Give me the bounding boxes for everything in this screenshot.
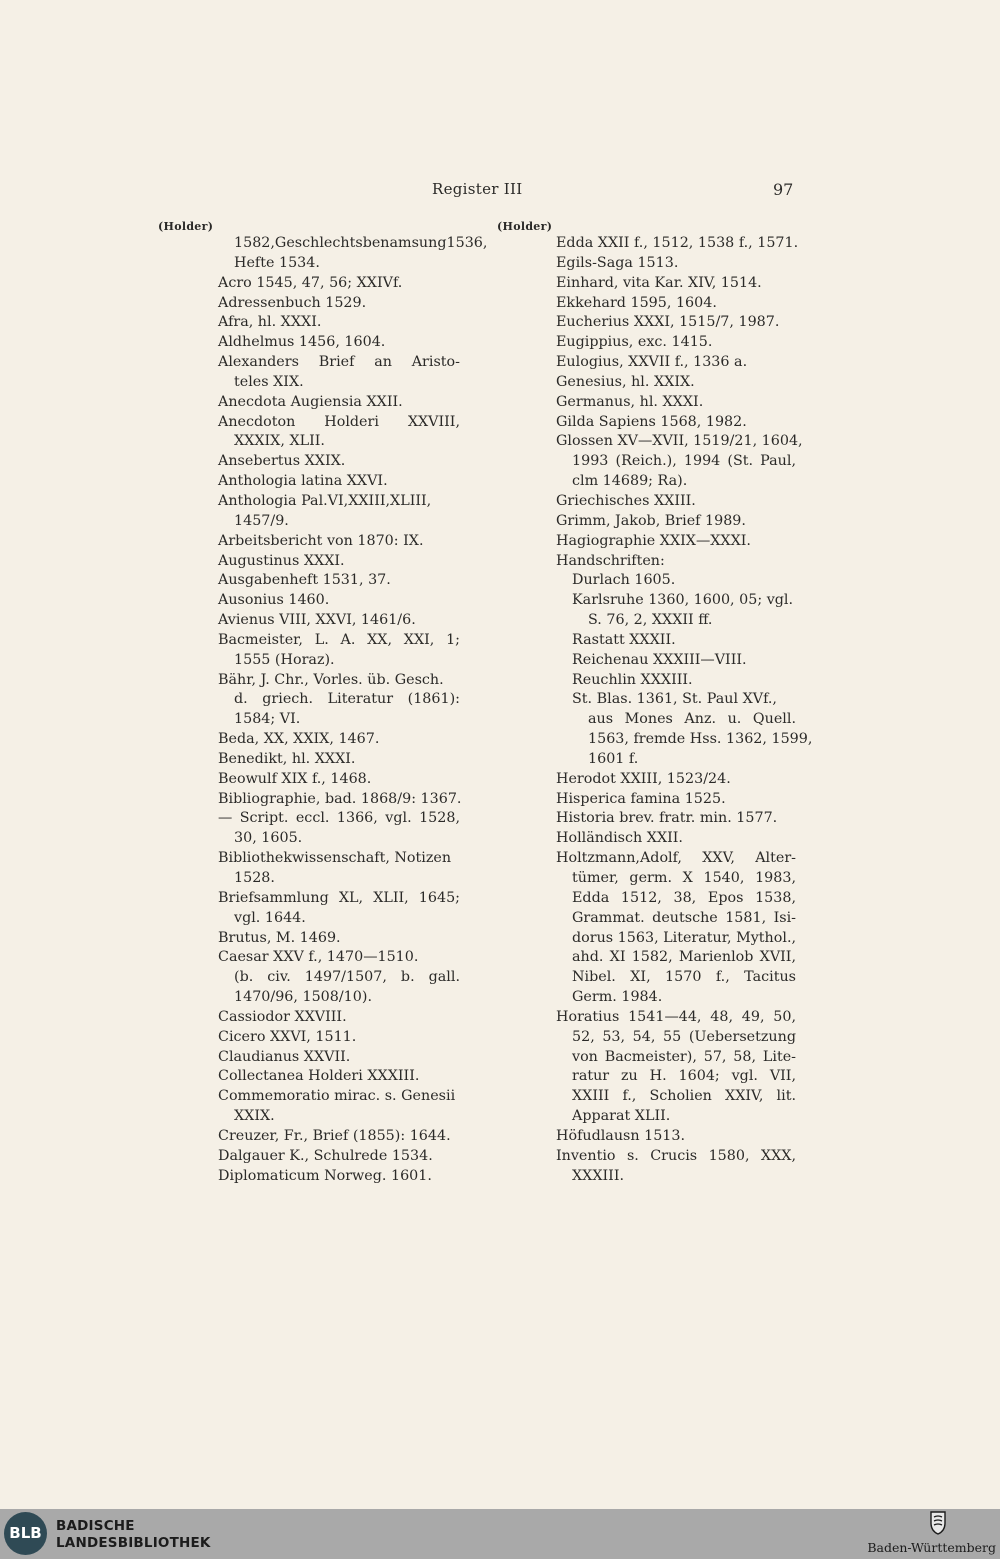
index-entry-line: Bibliothekwissenschaft, Notizen	[218, 850, 452, 867]
index-entry-line: Claudianus XXVII.	[218, 1048, 351, 1065]
index-entry-line: Hefte 1534.	[234, 254, 320, 271]
index-entry-line: St. Blas. 1361, St. Paul XVf.,	[572, 691, 777, 708]
index-entry-line: Nibel. XI, 1570 f., Tacitus	[572, 969, 796, 986]
index-entry-line: 1528.	[234, 870, 275, 886]
index-entry-line: Glossen XV—XVII, 1519/21, 1604,	[556, 433, 803, 450]
index-entry-line: Germanus, hl. XXXI.	[556, 393, 704, 410]
index-entry-line: 52, 53, 54, 55 (Uebersetzung	[572, 1028, 796, 1045]
index-entry-line: Holtzmann,Adolf, XXV, Alter-	[556, 850, 796, 867]
index-entry-line: 1555 (Horaz).	[234, 651, 335, 668]
index-entry-line: Genesius, hl. XXIX.	[556, 373, 695, 390]
index-entry-line: Edda 1512, 38, Epos 1538,	[572, 889, 796, 906]
index-entry-line: Cicero XXVI, 1511.	[218, 1028, 357, 1045]
index-entry-line: Bähr, J. Chr., Vorles. üb. Gesch.	[218, 671, 444, 688]
index-entry-line: Bacmeister, L. A. XX, XXI, 1;	[218, 631, 460, 648]
index-entry-line: Acro 1545, 47, 56; XXIVf.	[218, 274, 403, 291]
index-entry-line: Ansebertus XXIX.	[218, 453, 346, 470]
index-entry-line: 1584; VI.	[234, 711, 301, 728]
index-entry-line: Briefsammlung XL, XLII, 1645;	[218, 889, 460, 906]
index-entry-line: Augustinus XXXI.	[218, 552, 345, 569]
index-entry-line: Adressenbuch 1529.	[218, 294, 367, 311]
index-entry-line: Rastatt XXXII.	[572, 631, 676, 648]
index-entry-line: d. griech. Literatur (1861):	[234, 691, 460, 708]
coat-of-arms-icon	[928, 1510, 948, 1535]
blb-logo-icon[interactable]: BLB	[4, 1512, 47, 1555]
index-entry-line: Reuchlin XXXIII.	[572, 671, 693, 688]
index-entry-line: Holländisch XXII.	[556, 830, 683, 847]
index-entry-line: dorus 1563, Literatur, Mythol.,	[572, 929, 797, 946]
index-entry-line: Inventio s. Crucis 1580, XXX,	[556, 1147, 796, 1164]
index-entry-line: Durlach 1605.	[572, 572, 676, 589]
state-name[interactable]: Baden-Württemberg	[867, 1540, 996, 1555]
index-entry-line: Karlsruhe 1360, 1600, 05; vgl.	[572, 592, 794, 609]
index-entry-line: Anthologia latina XXVI.	[218, 473, 388, 490]
index-entry-line: tümer, germ. X 1540, 1983,	[572, 870, 796, 886]
index-entry-line: 1993 (Reich.), 1994 (St. Paul,	[572, 453, 796, 470]
footer-bar	[0, 1509, 1000, 1559]
index-entry-line: Anecdoton Holderi XXVIII,	[218, 413, 460, 430]
index-entry-line: Eucherius XXXI, 1515/7, 1987.	[556, 314, 780, 331]
index-entry-line: Alexanders Brief an Aristo-	[218, 354, 460, 371]
index-entry-line: 1470/96, 1508/10).	[234, 989, 372, 1006]
index-entry-line: Egils-Saga 1513.	[556, 254, 679, 271]
index-entry-line: Höfudlausn 1513.	[556, 1127, 686, 1144]
index-entry-line: Brutus, M. 1469.	[218, 929, 341, 946]
index-entry-line: (b. civ. 1497/1507, b. gall.	[234, 969, 460, 986]
index-entry-line: Apparat XLII.	[572, 1108, 671, 1125]
index-entry-line: Ausgabenheft 1531, 37.	[218, 572, 391, 589]
index-entry-line: Edda XXII f., 1512, 1538 f., 1571.	[556, 235, 799, 251]
index-entry-line: S. 76, 2, XXXII ff.	[588, 612, 713, 629]
index-entry-line: XXIII f., Scholien XXIV, lit.	[572, 1088, 796, 1105]
library-name-line-2: LANDESBIBLIOTHEK	[56, 1535, 211, 1551]
index-entry-line: Beda, XX, XXIX, 1467.	[218, 731, 380, 748]
index-entry-line: — Script. eccl. 1366, vgl. 1528,	[218, 810, 460, 827]
index-entry-line: Beowulf XIX f., 1468.	[218, 770, 372, 787]
index-entry-line: Historia brev. fratr. min. 1577.	[556, 810, 778, 827]
index-entry-line: 1582,Geschlechtsbenamsung1536,	[234, 235, 488, 251]
index-entry-line: Ausonius 1460.	[218, 592, 330, 609]
index-entry-line: Collectanea Holderi XXXIII.	[218, 1068, 420, 1085]
index-entry-line: Diplomaticum Norweg. 1601.	[218, 1167, 432, 1184]
right-column-running-tag: (Holder)	[497, 220, 553, 233]
index-entry-line: Arbeitsbericht von 1870: IX.	[218, 532, 424, 549]
index-entry-line: Grammat. deutsche 1581, Isi-	[572, 909, 796, 926]
index-entry-line: Reichenau XXXIII—VIII.	[572, 651, 747, 668]
index-entry-line: Einhard, vita Kar. XIV, 1514.	[556, 274, 762, 291]
index-entry-line: Creuzer, Fr., Brief (1855): 1644.	[218, 1127, 451, 1144]
index-entry-line: 1563, fremde Hss. 1362, 1599,	[588, 731, 813, 748]
index-entry-line: XXXIX, XLII.	[234, 433, 325, 450]
index-entry-line: Horatius 1541—44, 48, 49, 50,	[556, 1008, 796, 1025]
index-entry-line: aus Mones Anz. u. Quell.	[588, 711, 796, 728]
right-index-column	[556, 234, 813, 1187]
index-entry-line: Ekkehard 1595, 1604.	[556, 294, 717, 311]
index-entry-line: von Bacmeister), 57, 58, Lite-	[572, 1048, 796, 1065]
index-entry-line: vgl. 1644.	[234, 909, 306, 926]
index-entry-line: Griechisches XXIII.	[556, 492, 696, 509]
index-entry-line: Anecdota Augiensia XXII.	[218, 393, 403, 410]
index-entry-line: teles XIX.	[234, 373, 304, 390]
index-entry-line: Cassiodor XXVIII.	[218, 1008, 347, 1025]
index-entry-line: Caesar XXV f., 1470—1510.	[218, 949, 419, 966]
index-entry-line: Hagiographie XXIX—XXXI.	[556, 532, 751, 549]
library-name[interactable]	[56, 1518, 211, 1552]
index-entry-line: Dalgauer K., Schulrede 1534.	[218, 1147, 433, 1164]
index-entry-line: Germ. 1984.	[572, 989, 663, 1006]
left-column-running-tag: (Holder)	[158, 220, 214, 233]
index-entry-line: ahd. XI 1582, Marienlob XVII,	[572, 949, 796, 966]
library-name-line-1: BADISCHE	[56, 1518, 135, 1534]
page-number: 97	[773, 180, 794, 199]
index-entry-line: Afra, hl. XXXI.	[218, 314, 322, 331]
index-entry-line: Anthologia Pal.VI,XXIII,XLIII,	[218, 492, 432, 509]
index-entry-line: Hisperica famina 1525.	[556, 790, 726, 807]
index-entry-line: Grimm, Jakob, Brief 1989.	[556, 512, 746, 529]
index-entry-line: ratur zu H. 1604; vgl. VII,	[572, 1068, 796, 1085]
index-entry-line: Herodot XXIII, 1523/24.	[556, 770, 731, 787]
index-entry-line: Eulogius, XXVII f., 1336 a.	[556, 354, 748, 371]
index-entry-line: XXIX.	[234, 1108, 275, 1125]
index-entry-line: 1601 f.	[588, 750, 639, 767]
left-index-column	[218, 234, 488, 1187]
index-entry-line: Handschriften:	[556, 552, 665, 569]
index-entry-line: Avienus VIII, XXVI, 1461/6.	[218, 612, 416, 629]
index-entry-line: Aldhelmus 1456, 1604.	[218, 334, 386, 351]
index-entry-line: 30, 1605.	[234, 830, 303, 847]
running-header-title: Register III	[432, 180, 523, 198]
index-entry-line: clm 14689; Ra).	[572, 473, 688, 490]
index-entry-line: 1457/9.	[234, 512, 289, 529]
index-entry-line: Gilda Sapiens 1568, 1982.	[556, 413, 747, 430]
index-entry-line: Commemoratio mirac. s. Genesii	[218, 1088, 456, 1105]
index-entry-line: Eugippius, exc. 1415.	[556, 334, 713, 351]
index-entry-line: Bibliographie, bad. 1868/9: 1367.	[218, 790, 462, 807]
index-entry-line: Benedikt, hl. XXXI.	[218, 750, 356, 767]
index-entry-line: XXXIII.	[572, 1167, 625, 1184]
